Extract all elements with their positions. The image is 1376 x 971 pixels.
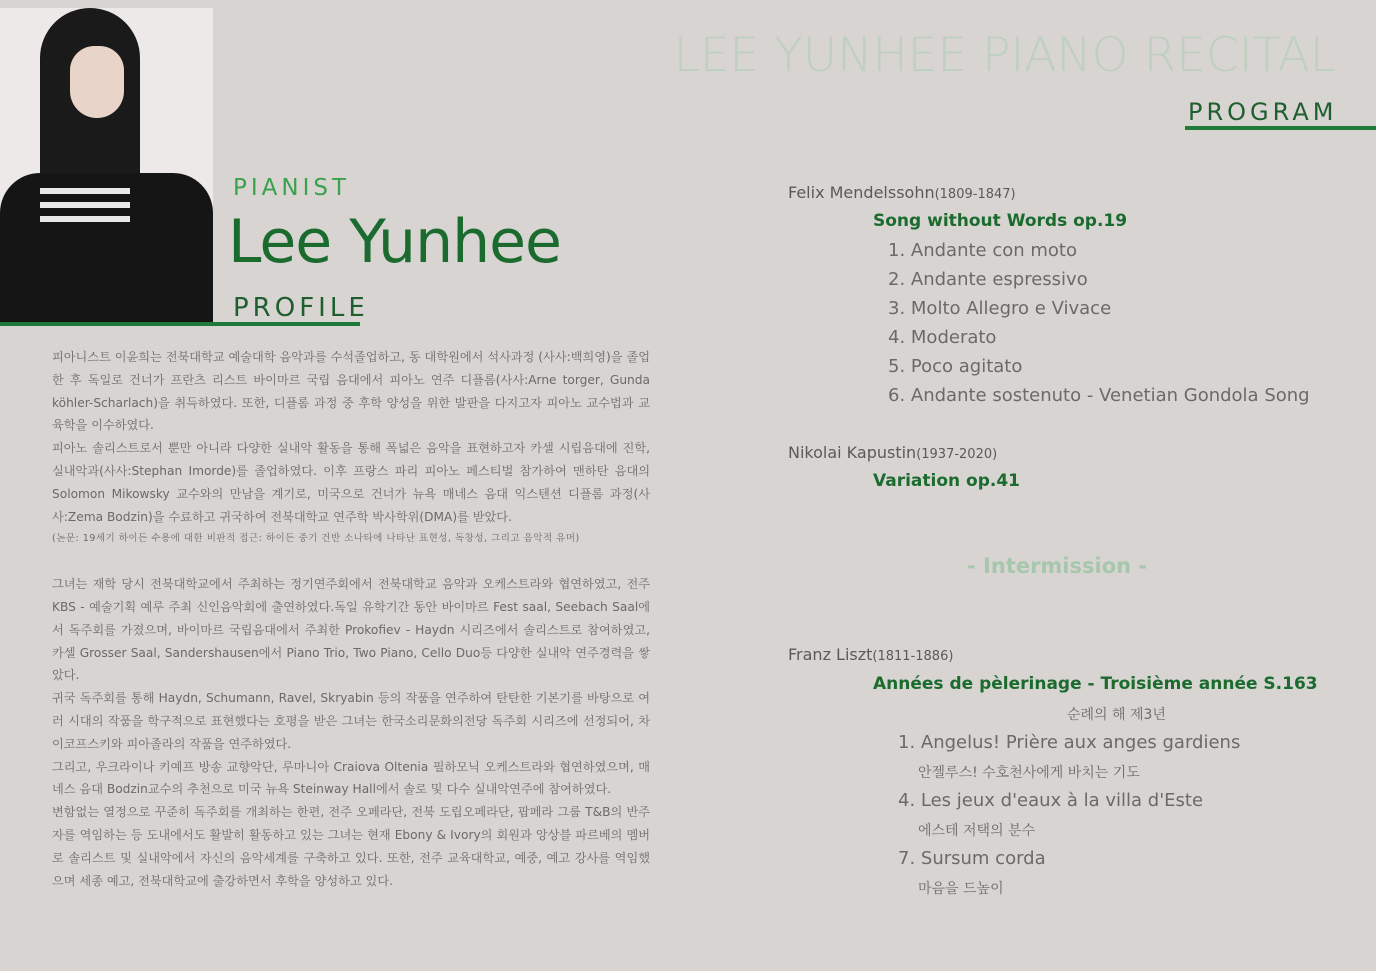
composer-mendelssohn: [788, 183, 1016, 202]
composer-name: Nikolai Kapustin: [788, 443, 917, 462]
movement: 1. Andante con moto: [888, 240, 1077, 261]
composer-years: (1811-1886): [872, 649, 954, 664]
bio-paragraph: 피아니스트 이윤희는 전북대학교 예술대학 음악과를 수석졸업하고, 동 대학원에서 석사과정 (사사:백희영)을 졸업한 후 독일로 건너가 프란츠 리스트 바이마르 국립 음대에서 피아노 연주 디플롬(사사:Arne torger, Gunda köhler-Scharlach)을 취득하였다. 또한, 디플롬 과정 중 후학 양성을 위한 발판을 다지고자 피아노 교수법과 교육학을 이수하였다.: [52, 350, 650, 433]
composer-liszt: [788, 645, 953, 664]
bio-paragraph: 피아노 솔리스트로서 뿐만 아니라 다양한 실내악 활동을 통해 폭넓은 음악을 표현하고자 카셀 시립음대에 진학, 실내악과(사사:Stephan Imorde)를 졸업하였다. 이후 프랑스 파리 피아노 페스티벌 참가하여 맨하탄 음대의 Solomon Mikowsky 교수와의 만남을 계기로, 미국으로 건너가 뉴욕 매네스 음대 익스텐션 디플롬 과정(사사:Zema Bodzin)을 수료하고 귀국하여 전북대학교 연주학 박사학위(DMA)를 받았다.: [52, 441, 650, 524]
movement: 3. Molto Allegro e Vivace: [888, 298, 1112, 319]
composer-kapustin: [788, 443, 997, 462]
biography: [52, 346, 650, 892]
piece-korean: 에스테 저택의 분수: [918, 823, 1036, 839]
composer-years: (1809-1847): [934, 187, 1016, 202]
bio-paragraph: 귀국 독주회를 통해 Haydn, Schumann, Ravel, Skryabin 등의 작품을 연주하여 탄탄한 기본기를 바탕으로 여러 시대의 작품을 학구적으로 표현했다는 호평을 받은 그녀는 한국소리문화의전당 독주회 시리즈에 선정되어, 차이코프스키와 피아졸라의 작품을 연주하였다.: [52, 691, 650, 751]
composer-name: Felix Mendelssohn: [788, 183, 935, 202]
movement: 6. Andante sostenuto - Venetian Gondola Song: [888, 385, 1310, 406]
piece-title: 7. Sursum corda: [898, 848, 1046, 869]
movement: 2. Andante espressivo: [888, 269, 1088, 290]
bio-paragraph: 그리고, 우크라이나 키예프 방송 교향악단, 루마니아 Craiova Oltenia 필하모닉 오케스트라와 협연하였으며, 매네스 음대 Bodzin교수의 추천으로 미국 뉴욕 Steinway Hall에서 솔로 및 다수 실내악연주에 참여하였다.: [52, 759, 650, 797]
work-title: Variation op.41: [873, 471, 1020, 491]
work-title: Song without Words op.19: [873, 211, 1128, 231]
composer-name: Franz Liszt: [788, 645, 873, 664]
intermission: - Intermission -: [967, 554, 1148, 578]
composer-years: (1937-2020): [916, 447, 998, 462]
piece-title: 1. Angelus! Prière aux anges gardiens: [898, 732, 1241, 753]
artist-name: Lee Yunhee: [228, 207, 561, 277]
work-title: Années de pèlerinage - Troisième année S.163: [873, 674, 1318, 694]
piece-korean: 마음을 드높이: [918, 881, 1004, 897]
program-heading: PROGRAM: [1188, 98, 1338, 126]
work-korean-title: 순례의 해 제3년: [1067, 707, 1166, 723]
bio-thesis: (논문: 19세기 하이든 수용에 대한 비판적 접근: 하이든 중기 건반 소나타에 나타난 표현성, 독창성, 그리고 음악적 유머): [52, 533, 580, 545]
pianist-photo: [0, 8, 213, 322]
program-underline: [1185, 126, 1376, 130]
recital-title: LEE YUNHEE PIANO RECITAL: [673, 28, 1336, 83]
bio-paragraph: 변함없는 열정으로 꾸준히 독주회를 개최하는 한편, 전주 오페라단, 전북 도립오페라단, 팝페라 그룹 T&B의 반주자를 역임하는 등 도내에서도 활발히 활동하고 있는 그녀는 현재 Ebony & Ivory의 회원과 앙상블 파르베의 멤버로 솔리스트 및 실내악에서 자신의 음악세계를 구축하고 있다. 또한, 전주 교육대학교, 예중, 예고 강사를 역임했으며 세종 예고, 전북대학교에 출강하면서 후학을 양성하고 있다.: [52, 805, 650, 888]
piece-title: 4. Les jeux d'eaux à la villa d'Este: [898, 790, 1204, 811]
bio-paragraph: 그녀는 재학 당시 전북대학교에서 주최하는 정기연주회에서 전북대학교 음악과 오케스트라와 협연하였고, 전주 KBS - 예술기획 예루 주최 신인음악회에 출연하였다.독일 유학기간 동안 바이마르 Fest saal, Seebach Saal에서 독주회를 가졌으며, 바이마르 국립음대에서 주최한 Prokofiev - Haydn 시리즈에서 솔리스트로 참여하였고, 카셀 Grosser Saal, Sandershausen에서 Piano Trio, Two Piano, Cello Duo등 다양한 실내악 연주경력을 쌓았다.: [52, 577, 650, 683]
movement: 4. Moderato: [888, 327, 997, 348]
pianist-label: PIANIST: [233, 175, 351, 201]
profile-heading: PROFILE: [233, 293, 369, 323]
movement: 5. Poco agitato: [888, 356, 1023, 377]
piece-korean: 안젤루스! 수호천사에게 바치는 기도: [918, 765, 1140, 781]
